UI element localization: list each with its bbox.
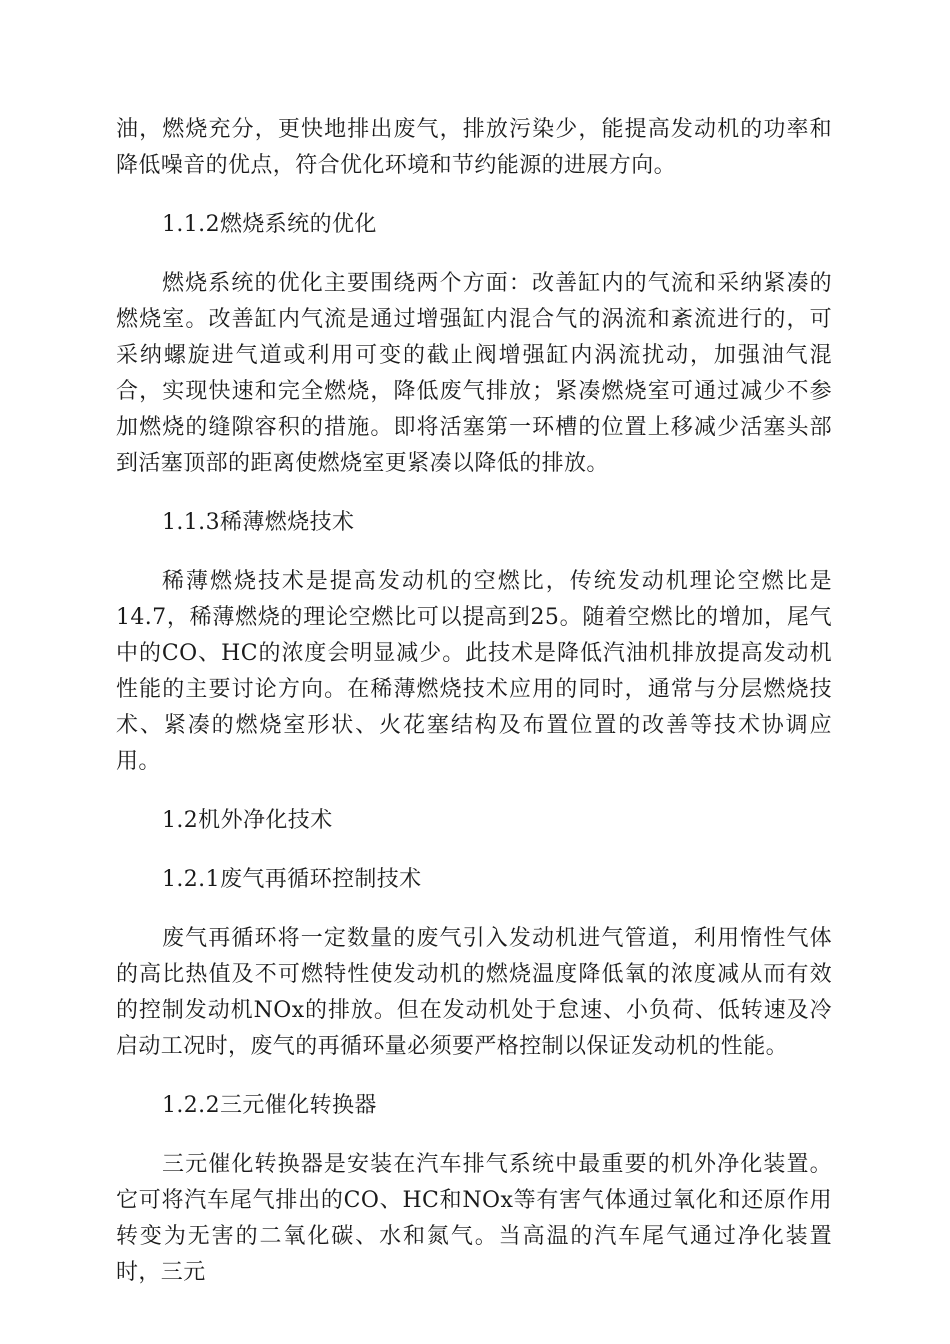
spacer [116, 898, 832, 921]
section-heading-1-1-3: 1.1.3稀薄燃烧技术 [162, 510, 355, 535]
spacer [116, 780, 832, 803]
spacer [116, 184, 832, 207]
spacer [116, 541, 832, 564]
section-heading-1-2: 1.2机外净化技术 [162, 808, 333, 833]
paragraph-intro-continuation: 油，燃烧充分，更快地排出废气，排放污染少，能提高发动机的功率和降低噪音的优点，符合优化环境和节约能源的进展方向。 [116, 117, 832, 178]
paragraph-combustion-optimization: 燃烧系统的优化主要围绕两个方面：改善缸内的气流和采纳紧凑的燃烧室。改善缸内气流是通过增强缸内混合气的涡流和紊流进行的，可采纳螺旋进气道或利用可变的截止阀增强缸内涡流扰动，加强油气混合，实现快速和完全燃烧，降低废气排放；紧凑燃烧室可通过减少不参加燃烧的缝隙容积的措施。即将活塞第一环槽的位置上移减少活塞头部到活塞顶部的距离使燃烧室更紧凑以降低的排放。 [116, 271, 832, 476]
spacer [116, 1065, 832, 1088]
section-heading-1-2-2: 1.2.2三元催化转换器 [162, 1093, 377, 1118]
spacer [116, 243, 832, 266]
spacer [116, 1124, 832, 1147]
spacer [116, 482, 832, 505]
paragraph-egr: 废气再循环将一定数量的废气引入发动机进气管道，利用惰性气体的高比热值及不可燃特性使发动机的燃烧温度降低氧的浓度减从而有效的控制发动机NOx的排放。但在发动机处于怠速、小负荷、低转速及冷启动工况时，废气的再循环量必须要严格控制以保证发动机的性能。 [116, 926, 832, 1059]
document-page [116, 112, 832, 1291]
section-heading-1-1-2: 1.1.2燃烧系统的优化 [162, 212, 377, 237]
spacer [116, 839, 832, 862]
paragraph-three-way-catalyst: 三元催化转换器是安装在汽车排气系统中最重要的机外净化装置。它可将汽车尾气排出的CO、HC和NOx等有害气体通过氧化和还原作用转变为无害的二氧化碳、水和氮气。当高温的汽车尾气通过净化装置时，三元 [116, 1152, 832, 1285]
section-heading-1-2-1: 1.2.1废气再循环控制技术 [162, 867, 422, 892]
paragraph-lean-burn: 稀薄燃烧技术是提高发动机的空燃比，传统发动机理论空燃比是14.7，稀薄燃烧的理论空燃比可以提高到25。随着空燃比的增加，尾气中的CO、HC的浓度会明显减少。此技术是降低汽油机排放提高发动机性能的主要讨论方向。在稀薄燃烧技术应用的同时，通常与分层燃烧技术、紧凑的燃烧室形状、火花塞结构及布置位置的改善等技术协调应用。 [116, 569, 832, 774]
